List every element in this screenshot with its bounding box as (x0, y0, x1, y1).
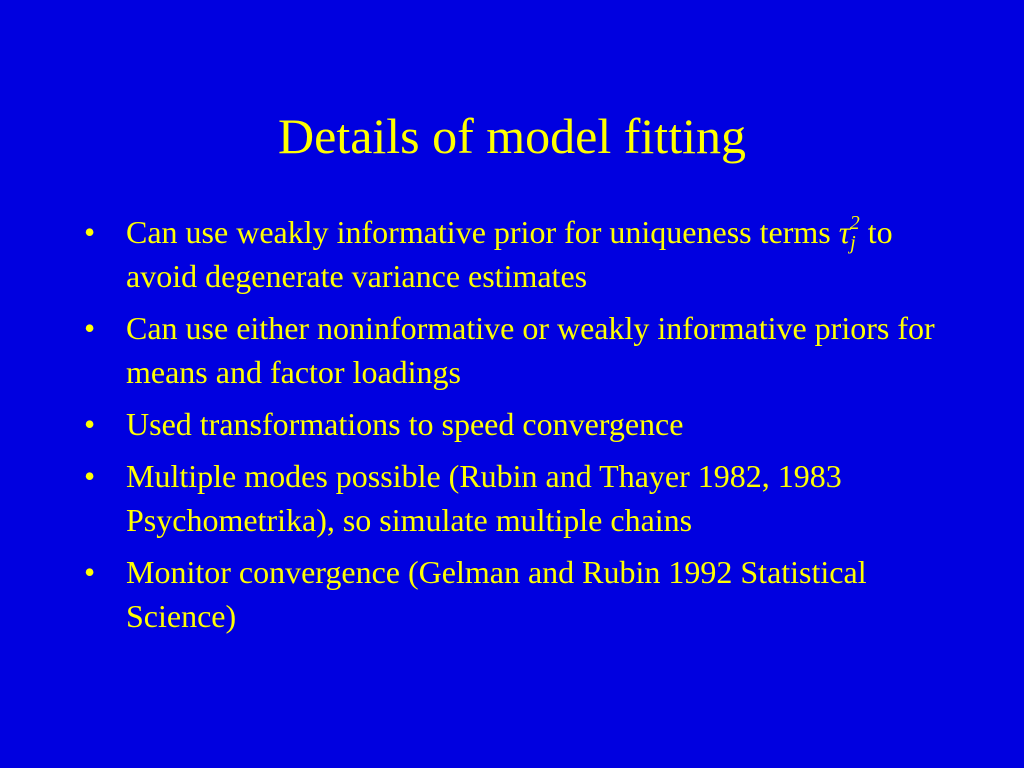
bullet-item (84, 210, 964, 298)
bullet-text: Multiple modes possible (Rubin and Thayer 1982, 1983 Psychometrika), so simulate multiple chains (126, 458, 842, 538)
slide-title: Details of model fitting (278, 108, 746, 164)
bullet-icon: • (84, 554, 96, 590)
bullet-text: Can use weakly informative prior for uniqueness terms (126, 214, 839, 250)
bullet-text: Monitor convergence (Gelman and Rubin 1992 Statistical Science) (126, 554, 867, 634)
bullet-icon: • (84, 214, 96, 250)
bullet-list (84, 210, 964, 646)
bullet-text: Can use either noninformative or weakly informative priors for means and factor loadings (126, 310, 935, 390)
bullet-item (84, 454, 964, 542)
bullet-text-continued: to avoid degenerate variance estimates (126, 214, 893, 294)
bullet-item (84, 402, 964, 446)
bullet-item (84, 550, 964, 638)
bullet-item (84, 306, 964, 394)
tau-superscript: 2 (849, 212, 860, 234)
bullet-icon: • (84, 310, 96, 346)
bullet-text: Used transformations to speed convergence (126, 406, 684, 442)
bullet-icon: • (84, 406, 96, 442)
bullet-icon: • (84, 458, 96, 494)
tau-subscript: j (850, 232, 856, 254)
tau-symbol: τ (838, 214, 851, 250)
